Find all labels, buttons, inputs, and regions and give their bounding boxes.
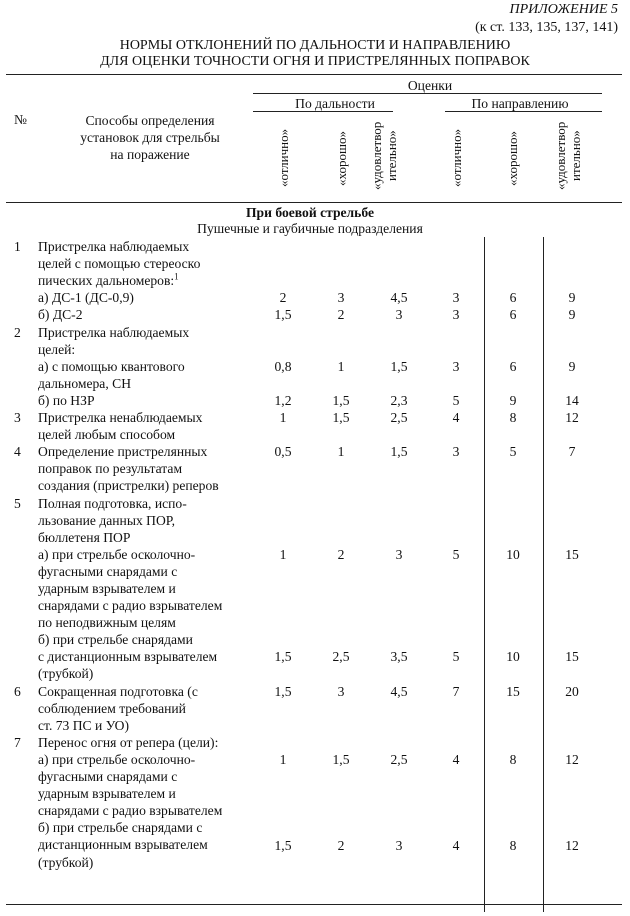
grade-value: 4 [452,752,460,767]
row-description [38,683,252,734]
grade-value: 1 [279,752,287,767]
grade-value: 9 [568,358,576,374]
by-direction-header: По направлению [471,96,569,111]
description-line: Перенос огня от репера (цели): [38,734,219,750]
description-line: фугасными снарядами с [38,769,178,785]
table-bottom-border [6,904,622,905]
row-description [38,751,252,819]
grade-value: 1,5 [332,392,350,408]
grade-value: 3 [452,444,460,460]
grade-value: 5 [509,444,517,460]
grade-value: 8 [509,752,517,767]
grade-value: 10 [506,546,520,562]
row-number: 1 [14,239,21,254]
description-line: ударным взрывателем и [38,580,176,596]
row-description [38,819,252,870]
grade-value: 2,5 [390,410,408,425]
description-line: Полная подготовка, испо- [38,495,187,511]
grade-value: 1 [279,546,287,562]
appendix-label: ПРИЛОЖЕНИЕ 5 [509,2,618,17]
description-line: ст. 73 ПС и УО) [38,717,129,733]
description-line: по неподвижным целям [38,615,176,631]
description-line: Пристрелка наблюдаемых [38,324,190,340]
section-gun-units: Пушечные и гаубичные подразделения [197,221,423,236]
grade-value: 3 [452,358,460,374]
description-line: Пристрелка наблюдаемых [38,239,190,254]
grade-value: 0,8 [274,358,292,374]
range-excellent-header: «отлично» [276,128,291,188]
grade-value: 6 [509,307,517,323]
description-line: дистанционным взрывателем [38,837,208,853]
grade-value: 2 [279,290,287,306]
grade-value: 7 [568,444,576,460]
range-satisfactory-line-2: ительно» [384,130,399,182]
description-line: б) при стрельбе снарядами с [38,820,203,836]
row-description [38,734,252,751]
grade-value: 3 [452,290,460,306]
grade-value: 14 [565,392,579,408]
grade-value: 2,5 [390,752,408,767]
row-description [38,546,252,631]
grade-value: 9 [568,307,576,323]
range-underline [253,111,393,112]
description-line: (трубкой) [38,854,94,870]
grades-underline [253,93,602,94]
description-line: б) ДС-2 [38,307,83,323]
description-line: поправок по результатам [38,461,183,477]
row-description [38,238,252,289]
direction-good-header: «хорошо» [505,130,520,186]
grades-header: Оценки [407,78,453,93]
grade-value: 1,5 [332,410,350,425]
description-line: пических дальномеров:$^1$ [38,271,179,289]
grade-value: 3,5 [390,649,408,665]
row-description [38,409,252,443]
row-description [38,392,252,409]
grade-value: 4 [452,837,460,853]
grade-value: 8 [509,837,517,853]
grade-value: 12 [565,837,579,853]
description-line: бюллетеня ПОР [38,529,131,545]
description-line: фугасными снарядами с [38,563,178,579]
title-line-1: НОРМЫ ОТКЛОНЕНИЙ ПО ДАЛЬНОСТИ И НАПРАВЛЕНИЮ [119,38,511,53]
grade-value: 1,5 [274,307,292,323]
description-line: с дистанционным взрывателем [38,649,218,665]
grade-value: 3 [395,546,403,562]
grade-value: 1,5 [274,649,292,665]
grade-value: 20 [565,683,579,699]
description-line: целей любым способом [38,427,176,443]
grade-value: 5 [452,649,460,665]
direction-satisfactory-line-2: ительно» [568,130,583,182]
grade-value: 12 [565,410,579,425]
grade-value: 1,5 [274,837,292,853]
grade-value: 9 [509,392,517,408]
direction-excellent-header: «отлично» [449,128,464,188]
description-line: а) с помощью квантового [38,358,185,374]
row-number: 2 [14,324,21,340]
description-line: льзование данных ПОР, [38,512,176,528]
description-line: снарядами с радио взрывателем [38,803,223,819]
description-line: б) по НЗР [38,392,95,408]
description-line: Определение пристрелянных [38,444,208,460]
row-description [38,443,252,494]
by-range-header: По дальности [295,96,375,111]
grade-value: 2,5 [332,649,350,665]
grade-value: 2,3 [390,392,408,408]
description-line: Пристрелка ненаблюдаемых [38,410,203,425]
grade-value: 1,5 [390,444,408,460]
description-line: б) при стрельбе снарядами [38,632,193,648]
grade-value: 3 [395,837,403,853]
grade-value: 5 [452,546,460,562]
number-column-header: № [14,112,27,127]
grade-value: 1,2 [274,392,292,408]
grade-value: 7 [452,683,460,699]
range-good-header: «хорошо» [334,130,349,186]
description-line: создания (пристрелки) реперов [38,478,219,494]
grade-value: 1,5 [332,752,350,767]
description-line: целей с помощью стереоско [38,256,201,272]
grade-value: 5 [452,392,460,408]
range-satisfactory-header [369,114,403,198]
grade-value: 1 [279,410,287,425]
description-line: а) ДС-1 (ДС-0,9) [38,290,134,306]
header-bottom-border [6,202,622,203]
grade-value: 4,5 [390,683,408,699]
row-number: 7 [14,734,21,750]
row-number: 4 [14,444,21,460]
column-divider-1 [484,237,485,912]
row-number: 5 [14,495,21,511]
grade-value: 1 [337,444,345,460]
direction-satisfactory-header [553,114,587,198]
description-line: целей: [38,341,76,357]
grade-value: 3 [337,683,345,699]
direction-underline [445,111,602,112]
row-description [38,631,252,682]
direction-satisfactory-line-1: «удовлетвор [553,121,568,191]
grade-value: 15 [506,683,520,699]
row-description [38,289,252,306]
grade-value: 0,5 [274,444,292,460]
grade-value: 9 [568,290,576,306]
grade-value: 12 [565,752,579,767]
grade-value: 2 [337,307,345,323]
grade-value: 3 [337,290,345,306]
section-combat-firing: При боевой стрельбе [245,205,375,220]
methods-header-line-1: Способы определения [85,113,215,128]
grade-value: 2 [337,546,345,562]
article-reference: (к ст. 133, 135, 137, 141) [475,20,618,35]
range-satisfactory-line-1: «удовлетвор [369,121,384,191]
description-line: ударным взрывателем и [38,786,176,802]
grade-value: 4,5 [390,290,408,306]
row-description [38,324,252,358]
grade-value: 10 [506,649,520,665]
grade-value: 3 [395,307,403,323]
table-top-border [6,74,622,75]
description-line: снарядами с радио взрывателем [38,598,223,614]
row-description [38,495,252,546]
footnote-mark: 1 [174,271,179,282]
grade-value: 2 [337,837,345,853]
methods-header-line-2: установок для стрельбы [80,130,220,145]
row-number: 3 [14,410,21,425]
description-line: соблюдением требований [38,700,186,716]
grade-value: 3 [452,307,460,323]
grade-value: 6 [509,290,517,306]
grade-value: 1,5 [274,683,292,699]
grade-value: 4 [452,410,460,425]
row-number: 6 [14,683,21,699]
grade-value: 1,5 [390,358,408,374]
description-line: Сокращенная подготовка (с [38,683,198,699]
description-line: дальномера, СН [38,375,132,391]
title-line-2: ДЛЯ ОЦЕНКИ ТОЧНОСТИ ОГНЯ И ПРИСТРЕЛЯННЫХ ПОПРАВОК [100,54,530,69]
methods-header-line-3: на поражение [110,147,190,162]
grade-value: 1 [337,358,345,374]
grade-value: 6 [509,358,517,374]
description-line: а) при стрельбе осколочно- [38,752,196,767]
column-divider-2 [543,237,544,912]
grade-value: 15 [565,649,579,665]
grade-value: 8 [509,410,517,425]
row-description [38,306,252,323]
row-description [38,358,252,392]
grade-value: 15 [565,546,579,562]
description-line: а) при стрельбе осколочно- [38,546,196,562]
description-line: (трубкой) [38,666,94,682]
